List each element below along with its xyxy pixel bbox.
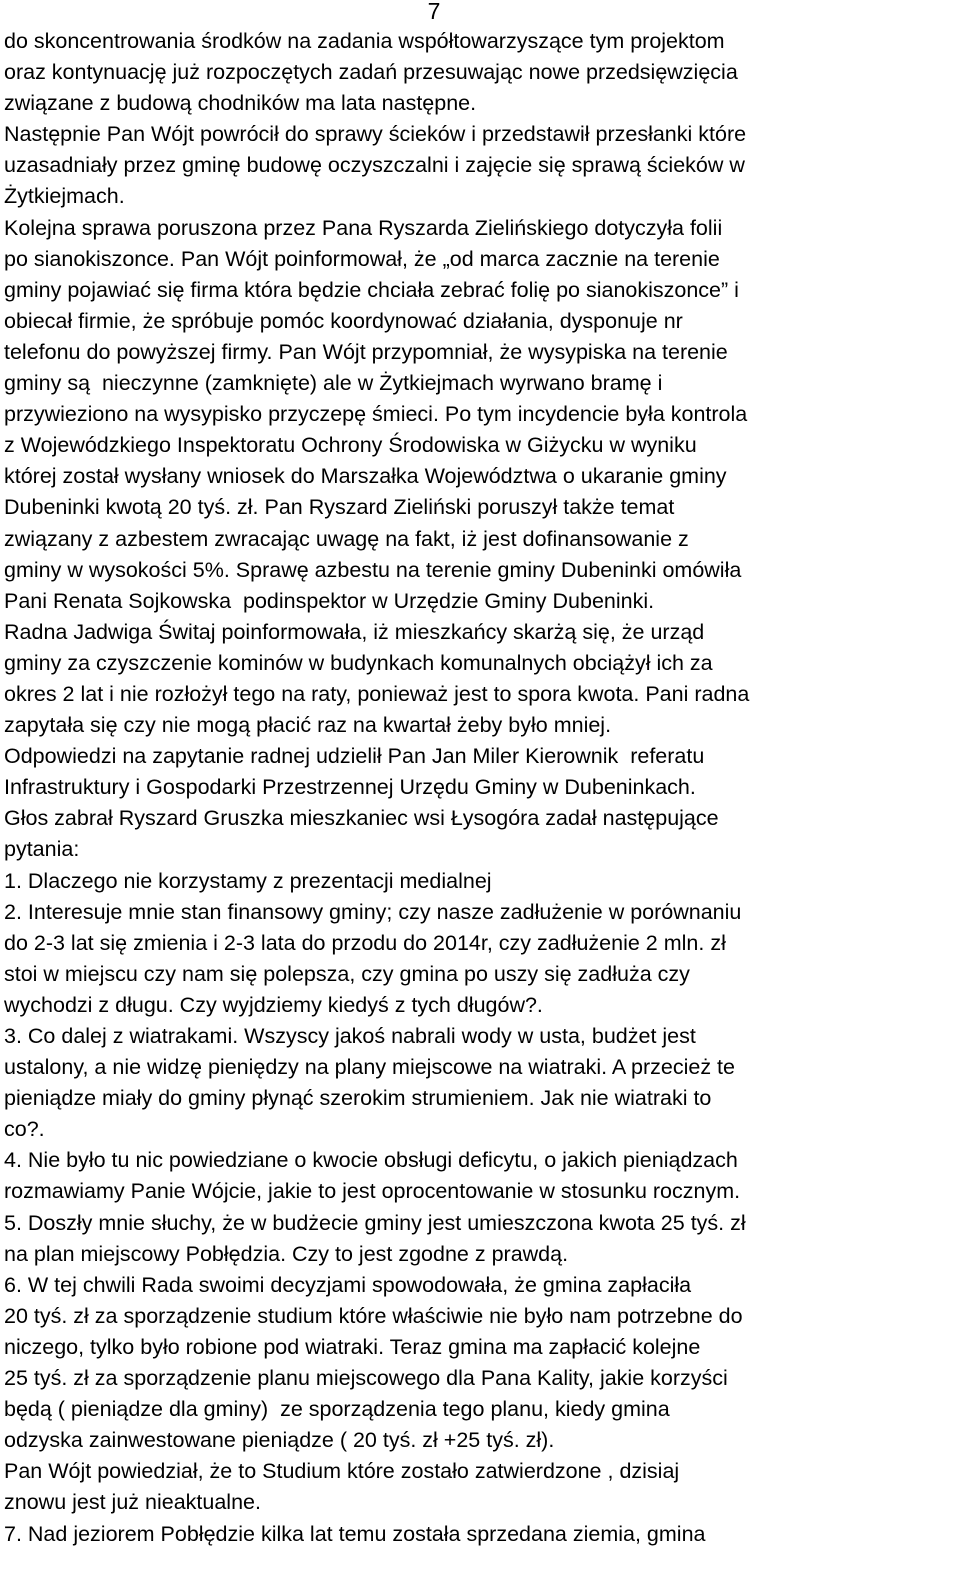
text-line: gminy za czyszczenie kominów w budynkach komunalnych obciążył ich za <box>4 650 713 675</box>
text-line: gminy w wysokości 5%. Sprawę azbestu na terenie gminy Dubeninki omówiła <box>4 557 742 582</box>
text-line: odzyska zainwestowane pieniądze ( 20 tyś. zł +25 tyś. zł). <box>4 1428 555 1453</box>
text-line: uzasadniały przez gminę budowę oczyszczalni i zajęcie się sprawą ścieków w <box>4 153 745 178</box>
text-line: Dubeninki kwotą 20 tyś. zł. Pan Ryszard Zieliński poruszył także temat <box>4 495 675 520</box>
text-line: rozmawiamy Panie Wójcie, jakie to jest oprocentowanie w stosunku rocznym. <box>4 1179 741 1204</box>
text-line: Głos zabrał Ryszard Gruszka mieszkaniec wsi Łysogóra zadał następujące <box>4 806 719 831</box>
text-line: niczego, tylko było robione pod wiatraki. Teraz gmina ma zapłacić kolejne <box>4 1334 701 1359</box>
text-line: stoi w miejscu czy nam się polepsza, czy gmina po uszy się zadłuża czy <box>4 961 690 986</box>
text-line: związany z azbestem zwracając uwagę na fakt, iż jest dofinansowanie z <box>4 526 689 551</box>
text-line: 20 tyś. zł za sporządzenie studium które właściwie nie było nam potrzebne do <box>4 1303 743 1328</box>
text-line: pieniądze miały do gminy płynąć szerokim strumieniem. Jak nie wiatraki to <box>4 1086 712 1111</box>
text-line: po sianokiszonce. Pan Wójt poinformował, że „od marca zacznie na terenie <box>4 246 720 271</box>
text-line: ustalony, a nie widzę pieniędzy na plany miejscowe na wiatraki. A przecież te <box>4 1055 735 1080</box>
text-line: co?. <box>4 1117 45 1142</box>
text-line: 3. Co dalej z wiatrakami. Wszyscy jakoś nabrali wody w usta, budżet jest <box>4 1024 696 1048</box>
text-line: na plan miejscowy Pobłędzia. Czy to jest zgodne z prawdą. <box>4 1241 569 1266</box>
text-line: obiecał firmie, że spróbuje pomóc koordynować działania, dysponuje nr <box>4 308 683 333</box>
text-line: telefonu do powyższej firmy. Pan Wójt przypomniał, że wysypiska na terenie <box>4 339 728 364</box>
text-line: oraz kontynuację już rozpoczętych zadań przesuwając nowe przedsięwzięcia <box>4 60 738 85</box>
text-line: Infrastruktury i Gospodarki Przestrzennej Urzędu Gminy w Dubeninkach. <box>4 775 696 800</box>
text-line: z Wojewódzkiego Inspektoratu Ochrony Środowiska w Giżycku w wyniku <box>4 433 697 458</box>
text-line: Kolejna sprawa poruszona przez Pana Ryszarda Zielińskiego dotyczyła folii <box>4 215 723 240</box>
text-line: 5. Doszły mnie słuchy, że w budżecie gminy jest umieszczona kwota 25 tyś. zł <box>4 1210 746 1235</box>
text-line: 25 tyś. zł za sporządzenie planu miejscowego dla Pana Kality, jakie korzyści <box>4 1366 728 1391</box>
text-line: gminy pojawiać się firma która będzie chciała zebrać folię po sianokiszonce” i <box>4 277 739 302</box>
text-line: będą ( pieniądze dla gminy) ze sporządzenia tego planu, kiedy gmina <box>4 1397 670 1422</box>
text-line: znowu jest już nieaktualne. <box>4 1490 261 1515</box>
text-line: pytania: <box>4 837 80 862</box>
page-number: 7 <box>427 0 441 24</box>
text-line: przywieziono na wysypisko przyczepę śmieci. Po tym incydencie była kontrola <box>4 402 748 427</box>
text-line: Pani Renata Sojkowska podinspektor w Urzędzie Gminy Dubeninki. <box>4 588 655 613</box>
body-text <box>4 26 954 1550</box>
text-line: 6. W tej chwili Rada swoimi decyzjami spowodowała, że gmina zapłaciła <box>4 1272 692 1297</box>
text-line: zapytała się czy nie mogą płacić raz na kwartał żeby było mniej. <box>4 713 612 738</box>
text-line: 2. Interesuje mnie stan finansowy gminy; czy nasze zadłużenie w porównaniu <box>4 899 742 924</box>
text-line: Odpowiedzi na zapytanie radnej udzielił Pan Jan Miler Kierownik referatu <box>4 744 705 769</box>
text-line: 1. Dlaczego nie korzystamy z prezentacji medialnej <box>4 868 492 893</box>
text-line: związane z budową chodników ma lata następne. <box>4 91 477 116</box>
text-line: Pan Wójt powiedział, że to Studium które zostało zatwierdzone , dzisiaj <box>4 1459 680 1484</box>
text-line: do skoncentrowania środków na zadania współtowarzyszące tym projektom <box>4 29 725 53</box>
text-line: 4. Nie było tu nic powiedziane o kwocie obsługi deficytu, o jakich pieniądzach <box>4 1148 738 1173</box>
text-line: której został wysłany wniosek do Marszałka Województwa o ukaranie gminy <box>4 464 727 489</box>
text-line: Radna Jadwiga Świtaj poinformowała, iż mieszkańcy skarżą się, że urząd <box>4 619 705 644</box>
text-line: gminy są nieczynne (zamknięte) ale w Żytkiejmach wyrwano bramę i <box>4 371 663 396</box>
text-line: Następnie Pan Wójt powrócił do sprawy ścieków i przedstawił przesłanki które <box>4 122 747 147</box>
text-line: okres 2 lat i nie rozłożył tego na raty, ponieważ jest to spora kwota. Pani radna <box>4 681 750 706</box>
text-line: Żytkiejmach. <box>4 184 125 209</box>
text-line: 7. Nad jeziorem Pobłędzie kilka lat temu została sprzedana ziemia, gmina <box>4 1521 706 1546</box>
text-line: wychodzi z długu. Czy wyjdziemy kiedyś z tych długów?. <box>4 992 543 1017</box>
text-line: do 2-3 lat się zmienia i 2-3 lata do przodu do 2014r, czy zadłużenie 2 mln. zł <box>4 930 726 955</box>
